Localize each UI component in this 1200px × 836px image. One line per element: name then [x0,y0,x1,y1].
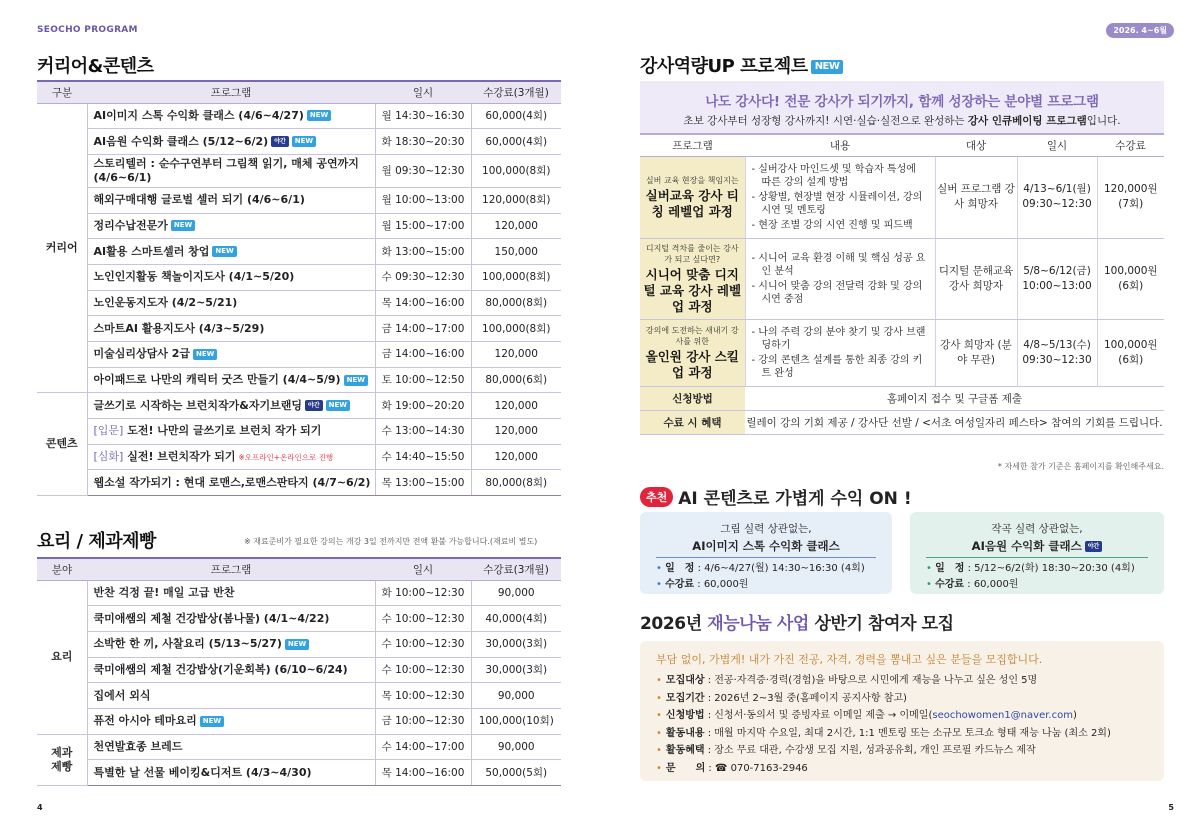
table-row [37,470,561,496]
program-cell [87,393,375,419]
table-row [37,419,561,445]
item-key: 문 의 [665,762,706,774]
list-item [656,742,1148,760]
program-name: 미술심리상담사 2급 [93,347,190,361]
program-note: ※오프라인+온라인으로 진행 [238,452,334,462]
fee-cell: 90,000 [471,734,561,760]
new-badge: NEW [292,136,316,147]
fee-cell: 100,000(8회) [471,154,561,187]
card-date: • 일 정 : 5/12~6/2(화) 18:30~20:30 (4회) [926,563,1135,574]
card-fee-value: 60,000원 [973,579,1019,590]
card-fee-label: 수강료 [935,579,965,590]
talent-list [656,672,1148,777]
table-row [37,154,561,187]
program-tagline: 디지털 격차를 줄이는 강사가 되고 싶다면? [645,243,739,264]
column-header: 일시 [375,558,471,580]
column-header: 분야 [37,558,87,580]
schedule-cell: 화 13:00~15:00 [375,239,471,265]
schedule-cell: 월 14:30~16:30 [375,103,471,129]
program-name: 쿡미애쌤의 제철 건강밥상(기운회복) (6/10~6/24) [93,662,348,676]
page-number-left: 4 [37,803,43,812]
apply-row [640,386,1164,410]
program-cell [87,734,375,760]
program-cell [87,187,375,213]
schedule-cell: 목 13:00~15:00 [375,470,471,496]
bullet-icon: • [656,710,662,721]
item-key: 신청방법 [665,710,705,721]
list-item: - 강의 콘텐츠 설계를 통한 최종 강의 키트 완성 [751,354,923,379]
column-header: 일시 [1017,134,1097,156]
level-prefix: [입문] [93,424,124,438]
fee-cell: 30,000(3회) [471,631,561,657]
program-name: AI이미지 스톡 수익화 클래스 (4/6~4/27) [93,108,304,122]
table-row [37,290,561,316]
right-page [600,0,1200,836]
schedule-cell: 월 10:00~13:00 [375,187,471,213]
program-name: 특별한 날 선물 베이킹&디저트 (4/3~4/30) [93,765,312,779]
program-cell [87,657,375,683]
content-cell [745,319,935,386]
cooking-section-title: 요리 / 제과제빵 [37,531,156,552]
cooking-note: ※ 재료준비가 필요한 강의는 개강 3일 전까지만 전액 환불 가능합니다.(재료비 별도) [244,537,538,546]
program-name: 쿡미애쌤의 제철 건강밥상(봄나물) (4/1~4/22) [93,611,330,625]
fee-cell: 30,000(3회) [471,657,561,683]
schedule-cell: 수 10:00~12:30 [375,657,471,683]
program-cell [640,319,745,386]
hero-sub-bold: 강사 인큐베이팅 프로그램 [967,115,1087,127]
program-name: 실전! 브런치작가 되기 [127,449,236,463]
program-name: 해외구매대행 글로벌 셀러 되기 (4/6~6/1) [93,193,305,207]
instructor-section-title [640,52,843,78]
fee-cell: 120,000원 (7회) [1097,156,1164,238]
list-item: - 나의 주력 강의 분야 찾기 및 강사 브랜딩하기 [751,326,926,351]
fee-cell: 120,000 [471,444,561,470]
program-cell [87,129,375,155]
program-name: 스토리텔러 : 순수구연부터 그림책 읽기, 매체 공연까지 (4/6~6/1) [93,156,359,184]
bullet-icon: • [656,563,662,574]
program-name: 천연발효종 브레드 [93,739,183,753]
new-badge: NEW [285,639,309,650]
bullet-icon: • [656,762,662,774]
program-cell [87,760,375,786]
fee-cell: 80,000(6회) [471,367,561,393]
category-cell: 콘텐츠 [37,393,87,496]
column-header: 수강료(3개월) [471,81,561,103]
column-header: 수강료 [1097,134,1164,156]
schedule-cell: 목 10:00~12:30 [375,683,471,709]
fee-cell: 100,000(8회) [471,264,561,290]
program-tagline: 강의에 도전하는 새내기 강사를 위한 [645,325,739,346]
table-row [37,580,561,606]
card-date-value: 4/6~4/27(월) 14:30~16:30 (4회) [704,563,865,574]
hero-sub-post: 입니다. [1086,115,1121,127]
bullet-icon: • [926,579,932,590]
talent-title-highlight: 재능나눔 사업 [707,614,809,634]
new-badge: NEW [212,246,236,257]
bullet-icon: • [926,563,932,574]
hero-heading: 나도 강사다! 전문 강사가 되기까지, 함께 성장하는 분야별 프로그램 [705,94,1099,110]
schedule-cell: 4/13~6/1(월) 09:30~12:30 [1017,156,1097,238]
table-row [37,708,561,734]
fee-cell: 60,000(4회) [471,129,561,155]
fee-cell: 50,000(5회) [471,760,561,786]
column-header: 내용 [745,134,935,156]
target-cell: 강사 희망자 (분야 무관) [935,319,1017,386]
table-row [37,342,561,368]
new-badge: NEW [307,110,331,121]
program-cell [87,367,375,393]
list-item: - 시니어 맞춤 강의 전달력 강화 및 강의 시연 중점 [751,280,923,305]
fee-cell: 150,000 [471,239,561,265]
schedule-cell: 목 14:00~16:00 [375,760,471,786]
table-row [640,319,1164,386]
card-title: AI음원 수익화 클래스 [971,539,1082,553]
table-row [37,657,561,683]
bullet-icon: • [656,579,662,590]
card-line2 [926,538,1148,558]
instructor-footnote: * 자세한 참가 기준은 홈페이지를 확인해주세요. [997,462,1164,471]
schedule-cell: 화 10:00~12:30 [375,580,471,606]
instructor-title-text: 강사역량UP 프로젝트 [640,56,808,77]
schedule-cell: 금 14:00~17:00 [375,316,471,342]
program-cell [87,580,375,606]
card-fee: • 수강료 : 60,000원 [926,579,1019,590]
table-row [37,316,561,342]
bullet-icon: • [656,745,662,756]
list-item: - 상황별, 현장별 현장 시뮬레이션, 강의 시연 및 멘토링 [751,191,923,216]
program-name: 반찬 걱정 끝! 매일 고급 반찬 [93,585,235,599]
bullet-icon: • [656,727,662,739]
schedule-cell: 5/8~6/12(금) 10:00~13:00 [1017,238,1097,319]
schedule-cell: 수 13:00~14:30 [375,419,471,445]
category-cell: 커리어 [37,103,87,393]
new-badge: NEW [193,349,217,360]
program-cell [87,683,375,709]
table-row [37,129,561,155]
talent-intro: 부담 없이, 가볍게! 내가 가진 전공, 자격, 경력을 뽐내고 싶은 분들을 모집합니다. [656,653,1043,666]
list-item [656,690,1148,708]
page-number-right: 5 [1168,803,1174,812]
column-header: 프로그램 [87,81,375,103]
content-cell [745,238,935,319]
content-list [752,163,929,232]
fee-cell: 120,000 [471,419,561,445]
card-fee-label: 수강료 [665,579,695,590]
hero-sub-pre: 초보 강사부터 성장형 강사까지! 시연·실습·실전으로 완성하는 [683,115,968,127]
table-row [640,156,1164,238]
program-cell [87,342,375,368]
fee-cell: 100,000원 (6회) [1097,319,1164,386]
schedule-cell: 4/8~5/13(수) 09:30~12:30 [1017,319,1097,386]
item-value: : 매월 마지막 수요일, 최대 2시간, 1:1 멘토링 또는 소규모 토크쇼 형태 재능 나눔 (최소 2회) [704,727,1111,739]
talent-box [640,641,1164,781]
hero-subtitle [640,113,1164,128]
schedule-cell: 목 14:00~16:00 [375,290,471,316]
schedule-cell: 금 10:00~12:30 [375,708,471,734]
table-row [37,606,561,632]
program-cell [87,470,375,496]
table-row [37,393,561,419]
program-cell [87,239,375,265]
table-row [37,760,561,786]
target-cell: 디지털 문해교육 강사 희망자 [935,238,1017,319]
schedule-cell: 토 10:00~12:50 [375,367,471,393]
program-cell [87,444,375,470]
program-cell [640,238,745,319]
schedule-cell: 월 15:00~17:00 [375,213,471,239]
list-item [656,760,1148,778]
date-badge: 2026. 4~6월 [1106,23,1174,38]
email-link[interactable]: seochowomen1@naver.com [932,710,1073,721]
cooking-table [37,557,561,786]
instructor-hero [640,81,1164,133]
item-key: 활동내용 [665,727,705,739]
item-key: 모집대상 [665,675,705,686]
program-name: AI활용 스마트셀러 창업 [93,244,210,258]
program-cell [87,316,375,342]
column-header: 대상 [935,134,1017,156]
schedule-cell: 수 10:00~12:30 [375,606,471,632]
content-list [752,326,929,380]
program-name: 정리수납전문가 [93,218,168,232]
program-cell [87,103,375,129]
level-prefix: [심화] [93,449,124,463]
new-badge: NEW [811,60,844,74]
fee-cell: 120,000 [471,213,561,239]
card-date-value: 5/12~6/2(화) 18:30~20:30 (4회) [974,563,1135,574]
bullet-icon: • [656,692,662,704]
night-badge: 야간 [305,400,323,411]
item-value: : 2026년 2~3월 중(홈페이지 공지사항 참고) [704,692,907,704]
fee-cell: 100,000원 (6회) [1097,238,1164,319]
apply-label: 신청방법 [640,386,745,410]
item-value: : ☎ 070-7163-2946 [705,762,808,774]
table-row [37,239,561,265]
card-fee: • 수강료 : 60,000원 [656,579,749,590]
new-badge: NEW [200,716,224,727]
content-cell [745,156,935,238]
talent-title-pre: 2026년 [640,614,708,634]
recommend-pill: 추천 [640,487,673,507]
night-badge: 야간 [1085,541,1103,552]
fee-cell: 120,000(8회) [471,187,561,213]
schedule-cell: 금 14:00~16:00 [375,342,471,368]
table-row [37,631,561,657]
fee-cell: 100,000(10회) [471,708,561,734]
table-row [37,444,561,470]
program-name: 시니어 맞춤 디지털 교육 강사 레벨업 과정 [643,266,742,314]
column-header: 수강료(3개월) [471,558,561,580]
list-item [656,725,1148,743]
benefit-value: 릴레이 강의 기회 제공 / 강사단 선발 / <서초 여성일자리 페스타> 참여의 기회를 드립니다. [745,410,1164,434]
table-row [37,213,561,239]
category-cell: 제과 제빵 [37,734,87,785]
item-value: : 장소 무료 대관, 수강생 모집 지원, 성과공유회, 개인 프로필 카드뉴스 제작 [704,745,1036,756]
card-line2 [656,538,876,558]
program-cell [87,631,375,657]
fee-cell: 90,000 [471,580,561,606]
program-cell [87,264,375,290]
table-row [37,683,561,709]
item-tail: ) [1072,710,1077,721]
new-badge: NEW [344,375,368,386]
program-tagline: 실버 교육 현장을 책임지는 [645,175,739,185]
item-key: 모집기간 [665,692,705,704]
brand-label: SEOCHO PROGRAM [37,25,138,35]
list-item: - 시니어 교육 환경 이해 및 핵심 성공 요인 분석 [751,252,926,277]
schedule-cell: 화 19:00~20:20 [375,393,471,419]
target-cell: 실버 프로그램 강사 희망자 [935,156,1017,238]
talent-title-post: 상반기 참여자 모집 [808,614,954,634]
program-name: 노인인지활동 책놀이지도사 (4/1~5/20) [93,270,295,284]
schedule-cell: 수 14:00~17:00 [375,734,471,760]
list-item: - 실버강사 마인드셋 및 학습자 특성에 따른 강의 설계 방법 [751,163,916,188]
bullet-icon: • [656,675,662,686]
career-section-title: 커리어&콘텐츠 [37,56,154,77]
column-header: 일시 [375,81,471,103]
fee-cell: 120,000 [471,342,561,368]
program-cell [87,708,375,734]
ai-title-text: AI 콘텐츠로 가볍게 수익 ON ! [678,489,912,509]
night-badge: 야간 [271,136,289,147]
ai-card-music [910,512,1164,594]
table-row [37,734,561,760]
card-line1: 작곡 실력 상관없는, [991,523,1083,535]
table-row [640,238,1164,319]
list-item [656,707,1148,725]
fee-cell: 90,000 [471,683,561,709]
card-date-label: 일 정 [935,563,965,574]
apply-value: 홈페이지 접수 및 구글폼 제출 [745,386,1164,410]
program-name: 올인원 강사 스킬업 과정 [645,348,739,380]
schedule-cell: 수 09:30~12:30 [375,264,471,290]
fee-cell: 40,000(4회) [471,606,561,632]
schedule-cell: 월 09:30~12:30 [375,154,471,187]
ai-section-title [640,484,912,509]
fee-cell: 80,000(8회) [471,290,561,316]
program-name: 글쓰기로 시작하는 브런치작가&자기브랜딩 [93,398,303,412]
fee-cell: 60,000(4회) [471,103,561,129]
program-name: 도전! 나만의 글쓰기로 브런치 작가 되기 [127,424,322,438]
column-header: 프로그램 [87,558,375,580]
fee-cell: 100,000(8회) [471,316,561,342]
program-name: 노인운동지도자 (4/2~5/21) [93,295,238,309]
program-name: 집에서 외식 [93,688,151,702]
card-date-label: 일 정 [665,563,695,574]
table-row [37,367,561,393]
fee-cell: 80,000(8회) [471,470,561,496]
table-row [37,187,561,213]
table-row [37,264,561,290]
column-header: 구분 [37,81,87,103]
item-value: : 신청서·동의서 및 증빙자료 이메일 제출 → 이메일( [704,710,933,721]
schedule-cell: 수 14:40~15:50 [375,444,471,470]
program-cell [87,213,375,239]
table-row [37,103,561,129]
card-fee-value: 60,000원 [703,579,749,590]
program-name: 퓨전 아시아 테마요리 [93,714,197,728]
item-key: 활동혜택 [665,745,705,756]
ai-card-image [640,512,892,594]
program-cell [87,606,375,632]
instructor-table [640,133,1164,435]
schedule-cell: 화 18:30~20:30 [375,129,471,155]
program-name: 실버교육 강사 티칭 레벨업 과정 [645,187,739,219]
program-cell [87,154,375,187]
program-name: 스마트AI 활용지도사 (4/3~5/29) [93,321,265,335]
program-name: AI음원 수익화 클래스 (5/12~6/2) [93,134,269,148]
category-cell: 요리 [37,580,87,734]
program-cell [87,419,375,445]
new-badge: NEW [171,220,195,231]
fee-cell: 120,000 [471,393,561,419]
card-title: AI이미지 스톡 수익화 클래스 [692,539,840,553]
card-date: • 일 정 : 4/6~4/27(월) 14:30~16:30 (4회) [656,563,865,574]
program-name: 소박한 한 끼, 사찰요리 (5/13~5/27) [93,637,282,651]
item-value: : 전공·자격증·경력(경험)을 바탕으로 시민에게 재능을 나누고 싶은 성인 5명 [704,675,1038,686]
new-badge: NEW [326,400,350,411]
talent-section-title [640,609,954,634]
column-header: 프로그램 [640,134,745,156]
career-table [37,80,561,496]
benefit-label: 수료 시 혜택 [640,410,745,434]
schedule-cell: 수 10:00~12:30 [375,631,471,657]
content-list [752,252,929,306]
benefit-row [640,410,1164,434]
program-name: 아이패드로 나만의 캐릭터 굿즈 만들기 (4/4~5/9) [93,373,341,387]
list-item: - 현장 조별 강의 시연 진행 및 피드백 [751,219,913,231]
card-line1: 그림 실력 상관없는, [720,523,812,535]
program-cell [640,156,745,238]
program-name: 웹소설 작가되기 : 현대 로맨스,로맨스판타지 (4/7~6/2) [93,475,371,489]
program-cell [87,290,375,316]
list-item [656,672,1148,690]
